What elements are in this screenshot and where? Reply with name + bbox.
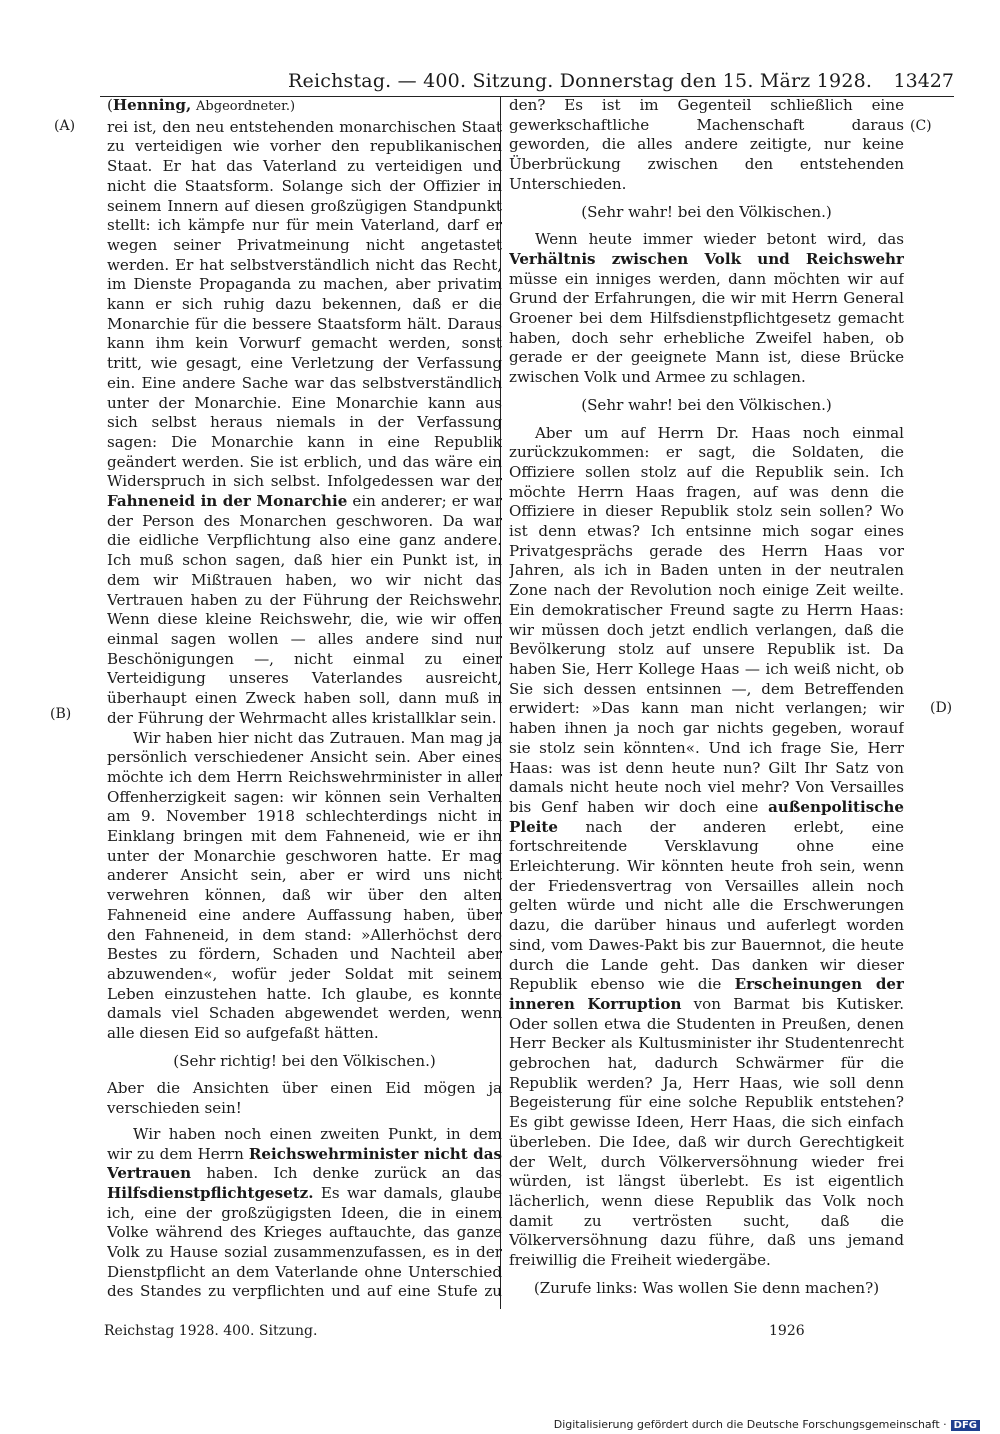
text-run: rei ist, den neu entstehenden monarchischen Staat zu verteidigen wie vorher den republikanischen Staat. Er hat das Vaterland zu verteidigen und nicht die Staatsform. Solange sich der Offizier in seinem Innern auf diesen großzügigen Standpunkt stellt: ich kämpfe nur für mein Vaterland, darf er wegen seiner Privatmeinung nicht angetastet werden. Er hat selbstverständlich nicht das Recht, im Dienste Propaganda zu machen, aber privatim kann er sich ruhig dazu bekennen, daß er die Monarchie für die bessere Staatsform hält. Daraus kann ihm kein Vorwurf gemacht werden, sonst tritt, wie gesagt, eine Verletzung der Verfassung ein. Eine andere Sache war das selbstverständlich unter der Monarchie. Eine Monarchie kann aus sich selbst heraus niemals in der Verfassung sagen: Die Monarchie kann in eine Republik geändert werden. Sie ist erblich, und das wäre ein Widerspruch in sich selbst. Infolgedessen war der bbox=[107, 117, 502, 491]
running-title: Reichstag. — 400. Sitzung. Donnerstag den 15. März 1928. bbox=[288, 70, 873, 92]
text-run: Wir haben noch einen zweiten Punkt, in dem wir zu dem Herrn bbox=[107, 1124, 502, 1163]
emphasis: außenpolitische Pleite bbox=[509, 797, 904, 836]
emphasis: Erscheinungen der inneren Korruption bbox=[509, 975, 904, 1013]
interjection: (Sehr wahr! bei den Völkischen.) bbox=[581, 202, 832, 221]
footer-number: 1926 bbox=[769, 1323, 805, 1339]
credit-text: Digitalisierung gefördert durch die Deutsche Forschungsgemeinschaft · bbox=[553, 1418, 947, 1431]
emphasis: Reichswehrminister nicht das Vertrauen bbox=[107, 1144, 502, 1183]
speaker-line: (Henning, Abgeordneter.) bbox=[107, 96, 296, 114]
emphasis: Fahneneid in der Monarchie bbox=[107, 492, 348, 511]
paragraph: Wir haben hier nicht das Zutrauen. Man mag ja persönlich verschiedener Ansicht sein. Aber eines möchte ich dem Herrn Reichswehrminister in aller Offenherzigkeit sagen: wir können sein Verhalten am 9. November 1918 schlechterdings nicht in Einklang bringen mit dem Fahneneid, wie er ihn unter der Monarchie geschworen hatte. Er mag anderer Ansicht sein, aber er wird uns nicht verwehren können, daß wir über den alten Fahneneid eine andere Auffassung haben, über den Fahneneid, in dem stand: »Allerhöchst dero Bestes zu fördern, Schaden und Nachteil aber abzuwenden«, wofür jeder Soldat mit seinem Leben einzustehen hatte. Ich glaube, es konnte damals viel Schaden abgewendet werden, wenn alle diesen Eid so aufgefaßt hätten. bbox=[107, 728, 502, 1043]
paragraph: den? Es ist im Gegenteil schließlich eine gewerkschaftliche Machenschaft daraus geworden, die alles andere zeitigte, nur keine Überbrückung zwischen den entstehenden Unterschieden. bbox=[509, 96, 904, 193]
speaker-role: Abgeordneter.) bbox=[196, 99, 296, 114]
digitization-credit bbox=[554, 1418, 980, 1431]
margin-marker-a: (A) bbox=[54, 118, 76, 134]
margin-marker-b: (B) bbox=[50, 706, 72, 722]
dfg-logo: DFG bbox=[951, 1420, 980, 1431]
text-run: Es war damals, glaube ich, eine der großzügigsten Ideen, die in einem Volke während des Krieges auftauchte, das ganze Volk zu Hause sozial zusammenzufassen, es in der Dienstpflicht an dem Vaterlande ohne Unterschied des Standes zu verpflichten und auf eine Stufe zu bbox=[107, 1183, 502, 1301]
text-run: haben. Ich denke zurück an das bbox=[191, 1164, 502, 1183]
paragraph bbox=[509, 424, 904, 1271]
emphasis: Hilfsdienstpflichtgesetz. bbox=[107, 1183, 314, 1202]
text-run: von Barmat bis Kutisker. Oder sollen etwa die Studenten in Preußen, denen Herr Becker als Kultusminister ihr Studentenrecht gebrochen hat, dadurch Schwärmer für die Republik werden? Ja, Herr Haas, wie soll denn Begeisterung für eine solche Republik entstehen? Es gibt gewisse Ideen, Herr Haas, die sich einfach überleben. Die Idee, daß wir durch Gerechtigkeit der Welt, durch Völkerversöhnung wieder frei würden, ist längst überlebt. Es ist eigentlich lächerlich, wenn diese Republik das Volk noch damit zu vertrösten sucht, daß die Völkerversöhnung dazu führe, daß uns jemand freiwillig die Freiheit wiedergäbe. bbox=[509, 994, 904, 1270]
left-column bbox=[107, 96, 502, 1304]
footer-session: Reichstag 1928. 400. Sitzung. bbox=[104, 1323, 318, 1339]
page-number: 13427 bbox=[893, 70, 954, 92]
text-run: Wenn heute immer wieder betont wird, das bbox=[535, 230, 904, 249]
margin-marker-d: (D) bbox=[930, 700, 953, 716]
text-run: Aber um auf Herrn Dr. Haas noch einmal zurückzukommen: er sagt, die Soldaten, die Offiziere sollen stolz auf die Republik sein. Ich möchte Herrn Haas fragen, auf was denn die Offiziere in dieser Republik stolz sein sollen? Wo ist denn etwas? Ich entsinne mich sogar eines Privatgesprächs gerade des Herrn Haas vor Jahren, als ich in Baden unten in der neutralen Zone nach der Revolution noch einige Zeit weilte. Ein demokratischer Freund sagte zu Herrn Haas: wir müssen doch jetzt endlich verlangen, daß die Bevölkerung stolz auf unsere Republik ist. Da haben Sie, Herr Kollege Haas — ich weiß nicht, ob Sie sich dessen entsinnen —, dem Betreffenden erwidert: »Das kann man nicht verlangen; wir haben ihnen ja noch gar nichts gegeben, worauf sie stolz sein könnten«. Und ich frage Sie, Herr Haas: was ist denn heute nun? Gilt Ihr Satz von damals nicht heute noch viel mehr? Von Versailles bis Genf haben wir doch eine bbox=[509, 423, 904, 816]
paragraph: Aber die Ansichten über einen Eid mögen ja verschieden sein! bbox=[107, 1079, 502, 1118]
page-header bbox=[100, 66, 954, 97]
paragraph bbox=[107, 1125, 502, 1304]
text-run: ein anderer; er war der Person des Monarchen geschworen. Da war die eidliche Verpflichtung also eine ganz andere. Ich muß schon sagen, daß hier ein Punkt ist, in dem wir Mißtrauen haben, wo wir nicht das Vertrauen haben zu der Führung der Reichswehr. Wenn diese kleine Reichswehr, die, wie wir offen einmal sagen wollen — alles andere sind nur Beschönigungen —, nicht einmal zu einer Verteidigung unseres Vaterlandes ausreicht, überhaupt einen Zweck haben soll, dann muß in der Führung der Wehrmacht alles kristallklar sein. bbox=[107, 492, 502, 727]
interjection: (Sehr wahr! bei den Völkischen.) bbox=[581, 395, 832, 414]
paragraph bbox=[107, 118, 502, 729]
interjection: (Sehr richtig! bei den Völkischen.) bbox=[173, 1051, 436, 1070]
text-run: nach der anderen erlebt, eine fortschreitende Versklavung ohne eine Erleichterung. Wir könnten heute froh sein, wenn der Friedensvertrag von Versailles allein noch gelten würde und nicht alle die Erschwerungen dazu, die darüber hinaus und auferlegt worden sind, vom Dawes-Pakt bis zur Bauernnot, die heute durch die Lande geht. Das danken wir dieser Republik ebenso wie die bbox=[509, 817, 904, 994]
text-run: müsse ein inniges werden, dann möchten wir auf Grund der Erfahrungen, die wir mit Herrn General Groener bei dem Hilfsdienstpflichtgesetz gemacht haben, doch sehr erhebliche Zweifel haben, ob gerade er der geeignete Mann ist, diese Brücke zwischen Volk und Armee zu schlagen. bbox=[509, 269, 904, 387]
paragraph bbox=[509, 230, 904, 388]
interjection: (Zurufe links: Was wollen Sie denn machen?) bbox=[533, 1278, 880, 1297]
margin-marker-c: (C) bbox=[910, 118, 932, 134]
right-column bbox=[509, 96, 904, 1304]
emphasis: Verhältnis zwischen Volk und Reichswehr bbox=[509, 249, 904, 268]
speaker-name: Henning, bbox=[112, 96, 192, 114]
